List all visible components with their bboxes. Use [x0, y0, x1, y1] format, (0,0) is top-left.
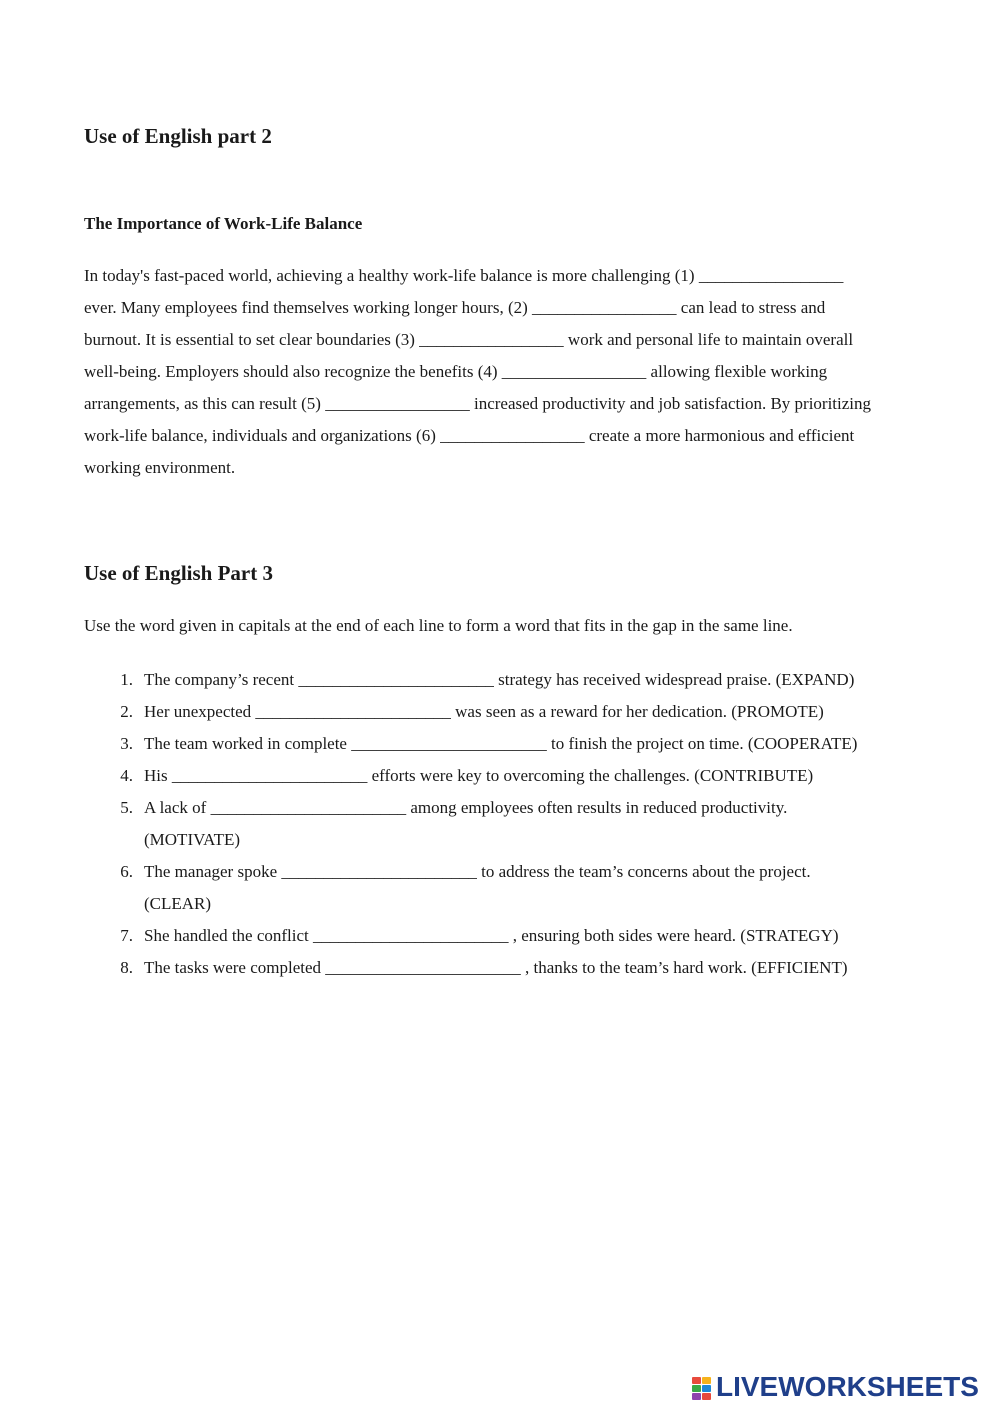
logo-text: LIVEWORKSHEETS — [716, 1371, 979, 1402]
item-text-continued: (CLEAR) — [144, 894, 212, 913]
item-number: 2. — [120, 702, 133, 721]
passage-title: The Importance of Work-Life Balance — [84, 214, 363, 233]
passage-text — [84, 262, 944, 486]
list-item — [84, 794, 954, 858]
item-number: 1. — [120, 670, 133, 689]
item-number: 8. — [120, 958, 133, 977]
item-text: The manager spoke _______________________ to address the team’s concerns about the project. — [144, 862, 811, 881]
liveworksheets-logo — [692, 1372, 979, 1402]
part3-heading: Use of English Part 3 — [84, 561, 273, 585]
list-item — [84, 858, 954, 922]
item-text: The company’s recent _______________________ strategy has received widespread praise. (EXPAND) — [144, 670, 855, 689]
item-text-continued: (MOTIVATE) — [144, 830, 241, 849]
item-text: His _______________________ efforts were key to overcoming the challenges. (CONTRIBUTE) — [144, 766, 814, 785]
passage-line: arrangements, as this can result (5) _________________ increased productivity and job satisfaction. By prioritizing — [84, 394, 872, 413]
passage-line: work-life balance, individuals and organizations (6) _________________ create a more harmonious and efficient — [84, 426, 855, 445]
word-formation-list — [84, 666, 954, 986]
list-item — [84, 730, 954, 762]
passage-line: ever. Many employees find themselves working longer hours, (2) _________________ can lead to stress and — [84, 298, 826, 317]
part3-instruction: Use the word given in capitals at the end of each line to form a word that fits in the gap in the same line. — [84, 616, 793, 635]
liveworksheets-logo-icon — [692, 1375, 712, 1399]
passage-line: In today's fast-paced world, achieving a healthy work-life balance is more challenging (1) _________________ — [84, 266, 844, 285]
part2-heading: Use of English part 2 — [84, 124, 272, 148]
list-item — [84, 698, 954, 730]
item-text: The team worked in complete _______________________ to finish the project on time. (COOPERATE) — [144, 734, 858, 753]
list-item — [84, 954, 954, 986]
passage-line: working environment. — [84, 458, 236, 477]
passage-line: burnout. It is essential to set clear boundaries (3) _________________ work and personal life to maintain overall — [84, 330, 854, 349]
passage-line: well-being. Employers should also recognize the benefits (4) _________________ allowing flexible working — [84, 362, 828, 381]
list-item — [84, 922, 954, 954]
item-text: She handled the conflict _______________________ , ensuring both sides were heard. (STRATEGY) — [144, 926, 839, 945]
item-number: 4. — [120, 766, 133, 785]
item-number: 5. — [120, 798, 133, 817]
item-number: 3. — [120, 734, 133, 753]
item-text: A lack of _______________________ among employees often results in reduced productivity. — [144, 798, 788, 817]
item-number: 6. — [120, 862, 133, 881]
item-text: Her unexpected _______________________ was seen as a reward for her dedication. (PROMOTE) — [144, 702, 824, 721]
item-number: 7. — [120, 926, 133, 945]
item-text: The tasks were completed _______________________ , thanks to the team’s hard work. (EFFICIENT) — [144, 958, 848, 977]
list-item — [84, 762, 954, 794]
list-item — [84, 666, 954, 698]
